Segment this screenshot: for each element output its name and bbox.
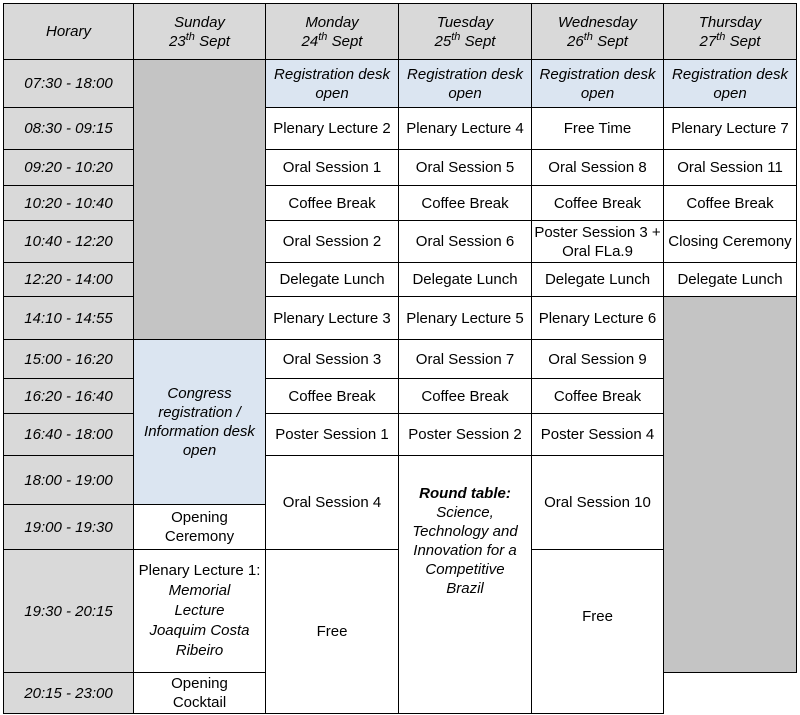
wednesday-poster-3: Poster Session 3 + Oral FLa.9 bbox=[532, 221, 664, 263]
header-wednesday bbox=[532, 4, 664, 60]
sunday-opening-ceremony: Opening Ceremony bbox=[134, 505, 266, 550]
tuesday-plenary-5: Plenary Lecture 5 bbox=[399, 297, 532, 340]
monday-coffee-1: Coffee Break bbox=[266, 186, 399, 221]
header-thursday bbox=[664, 4, 797, 60]
header-monday bbox=[266, 4, 399, 60]
monday-registration: Registration desk open bbox=[266, 60, 399, 108]
time-cell: 12:20 - 14:00 bbox=[4, 263, 134, 297]
time-cell: 16:20 - 16:40 bbox=[4, 379, 134, 414]
wednesday-lunch: Delegate Lunch bbox=[532, 263, 664, 297]
tuesday-round-table bbox=[399, 456, 532, 714]
wednesday-coffee-1: Coffee Break bbox=[532, 186, 664, 221]
time-cell: 18:00 - 19:00 bbox=[4, 456, 134, 505]
thursday-closing: Closing Ceremony bbox=[664, 221, 797, 263]
sunday-empty-block bbox=[134, 60, 266, 340]
sunday-congress-registration: Congress registration / Information desk open bbox=[134, 340, 266, 505]
day-name: Thursday bbox=[698, 13, 762, 31]
day-name: Monday bbox=[305, 13, 359, 31]
day-date: 23th Sept bbox=[169, 30, 230, 50]
thursday-coffee: Coffee Break bbox=[664, 186, 797, 221]
wednesday-free-time: Free Time bbox=[532, 108, 664, 150]
tuesday-oral-7: Oral Session 7 bbox=[399, 340, 532, 379]
wednesday-coffee-2: Coffee Break bbox=[532, 379, 664, 414]
tuesday-registration: Registration desk open bbox=[399, 60, 532, 108]
round-table-title: Round table: bbox=[419, 485, 511, 502]
monday-coffee-2: Coffee Break bbox=[266, 379, 399, 414]
sunday-opening-cocktail: Opening Cocktail bbox=[134, 673, 266, 714]
monday-plenary-3: Plenary Lecture 3 bbox=[266, 297, 399, 340]
thursday-empty-block bbox=[664, 297, 797, 673]
table-row bbox=[4, 108, 797, 150]
tuesday-coffee-2: Coffee Break bbox=[399, 379, 532, 414]
tuesday-lunch: Delegate Lunch bbox=[399, 263, 532, 297]
thursday-registration: Registration desk open bbox=[664, 60, 797, 108]
wednesday-free: Free bbox=[532, 550, 664, 714]
tuesday-poster-2: Poster Session 2 bbox=[399, 414, 532, 456]
table-row bbox=[4, 60, 797, 108]
day-date: 25th Sept bbox=[434, 30, 496, 50]
day-date: 26th Sept bbox=[567, 30, 628, 50]
wednesday-oral-10: Oral Session 10 bbox=[532, 456, 664, 550]
table-row bbox=[4, 297, 797, 340]
thursday-lunch: Delegate Lunch bbox=[664, 263, 797, 297]
day-name: Sunday bbox=[174, 13, 225, 31]
monday-free: Free bbox=[266, 550, 399, 714]
monday-oral-3: Oral Session 3 bbox=[266, 340, 399, 379]
day-date: 24th Sept bbox=[301, 30, 363, 50]
plenary-1-name: Joaquim Costa Ribeiro bbox=[149, 622, 250, 659]
wednesday-oral-8: Oral Session 8 bbox=[532, 150, 664, 186]
time-cell: 16:40 - 18:00 bbox=[4, 414, 134, 456]
sunday-plenary-1 bbox=[134, 550, 266, 673]
monday-poster-1: Poster Session 1 bbox=[266, 414, 399, 456]
monday-lunch: Delegate Lunch bbox=[266, 263, 399, 297]
table-row bbox=[4, 186, 797, 221]
time-cell: 09:20 - 10:20 bbox=[4, 150, 134, 186]
monday-oral-1: Oral Session 1 bbox=[266, 150, 399, 186]
wednesday-oral-9: Oral Session 9 bbox=[532, 340, 664, 379]
header-horary: Horary bbox=[4, 4, 134, 60]
wednesday-registration: Registration desk open bbox=[532, 60, 664, 108]
header-tuesday bbox=[399, 4, 532, 60]
table-row bbox=[4, 150, 797, 186]
monday-plenary-2: Plenary Lecture 2 bbox=[266, 108, 399, 150]
monday-oral-4: Oral Session 4 bbox=[266, 456, 399, 550]
tuesday-oral-5: Oral Session 5 bbox=[399, 150, 532, 186]
header-sunday bbox=[134, 4, 266, 60]
time-cell: 08:30 - 09:15 bbox=[4, 108, 134, 150]
time-cell: 10:20 - 10:40 bbox=[4, 186, 134, 221]
table-row bbox=[4, 263, 797, 297]
schedule-table bbox=[3, 3, 797, 714]
thursday-oral-11: Oral Session 11 bbox=[664, 150, 797, 186]
wednesday-plenary-6: Plenary Lecture 6 bbox=[532, 297, 664, 340]
wednesday-poster-4: Poster Session 4 bbox=[532, 414, 664, 456]
time-cell: 07:30 - 18:00 bbox=[4, 60, 134, 108]
day-date: 27th Sept bbox=[699, 30, 761, 50]
plenary-1-memorial: Memorial Lecture bbox=[168, 582, 231, 619]
plenary-1-title: Plenary Lecture 1: bbox=[138, 562, 261, 579]
round-table-text: Science, Technology and Innovation for a Competitive Brazil bbox=[412, 504, 518, 597]
time-cell: 10:40 - 12:20 bbox=[4, 221, 134, 263]
tuesday-coffee-1: Coffee Break bbox=[399, 186, 532, 221]
monday-oral-2: Oral Session 2 bbox=[266, 221, 399, 263]
day-name: Tuesday bbox=[436, 13, 494, 31]
time-cell: 14:10 - 14:55 bbox=[4, 297, 134, 340]
table-row bbox=[4, 221, 797, 263]
tuesday-plenary-4: Plenary Lecture 4 bbox=[399, 108, 532, 150]
time-cell: 19:00 - 19:30 bbox=[4, 505, 134, 550]
tuesday-oral-6: Oral Session 6 bbox=[399, 221, 532, 263]
thursday-plenary-7: Plenary Lecture 7 bbox=[664, 108, 797, 150]
time-cell: 15:00 - 16:20 bbox=[4, 340, 134, 379]
time-cell: 20:15 - 23:00 bbox=[4, 673, 134, 714]
day-name: Wednesday bbox=[558, 13, 637, 31]
header-row bbox=[4, 4, 797, 60]
time-cell: 19:30 - 20:15 bbox=[4, 550, 134, 673]
